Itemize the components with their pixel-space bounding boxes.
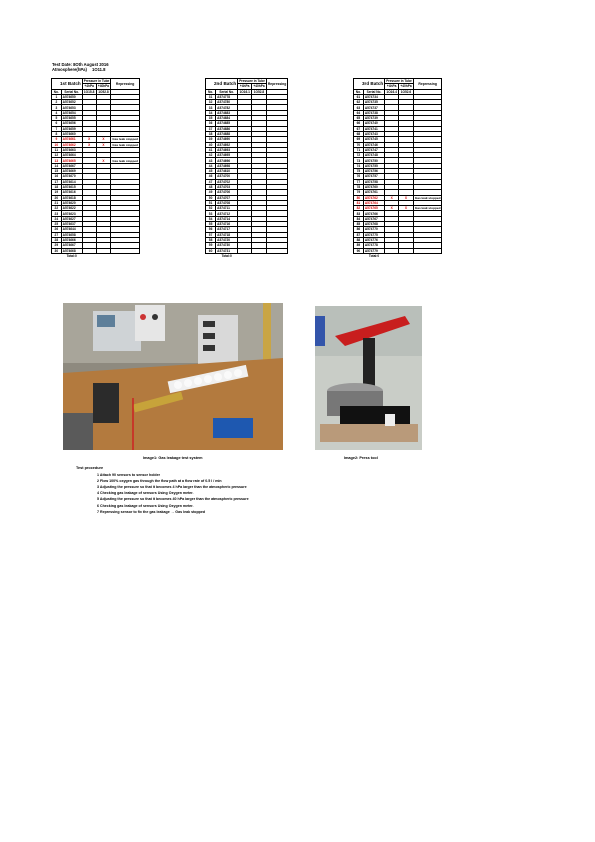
row-number: 10 (52, 142, 62, 147)
pressure-4-value: 1O15.8 (83, 89, 95, 94)
row-number: 77 (354, 179, 364, 184)
pressure-40-value: 1O52.8 (96, 89, 111, 94)
serial-number: A574667 (61, 243, 82, 248)
blank-cell (354, 253, 364, 258)
leak-mark-4hpa: X (385, 206, 399, 211)
serial-number: A574714 (216, 216, 238, 221)
serial-number: A574766 (363, 211, 384, 216)
serial-number: A574734 (363, 94, 384, 99)
leak-mark-4hpa: X (385, 195, 399, 200)
plus4-header: +4hPa (238, 84, 252, 89)
serial-number: A574756 (363, 169, 384, 174)
serial-number: A574654 (61, 110, 82, 115)
serial-number: A574706 (216, 190, 238, 195)
row-number: 20 (52, 195, 62, 200)
serial-number: A574780 (216, 100, 238, 105)
pressure-in-tube-header: Pressure in Tube (386, 79, 412, 84)
serial-number: A574712 (216, 211, 238, 216)
serial-number: A574623 (61, 211, 82, 216)
serial-number: A574620 (61, 200, 82, 205)
serial-number: A574688 (216, 131, 238, 136)
serial-number: A574748 (363, 153, 384, 158)
row-number: 79 (354, 190, 364, 195)
leak-mark-40hpa: X (96, 142, 111, 147)
row-number: 40 (206, 142, 216, 147)
serial-number: A574739 (363, 116, 384, 121)
serial-number: A574702 (216, 179, 238, 184)
serial-number: A574662 (61, 142, 82, 147)
serial-number: A574666 (61, 237, 82, 242)
row-number: 23 (52, 211, 62, 216)
serial-number: A574717 (216, 227, 238, 232)
serial-number: A574778 (216, 94, 238, 99)
serial-number: A574653 (61, 105, 82, 110)
procedure-step: 4 Checking gas leakage of sensors Using Oxygen meter. (97, 491, 194, 496)
serial-number: A574782 (216, 105, 238, 110)
serial-number: A574768 (363, 222, 384, 227)
row-number: 1 (52, 94, 62, 99)
row-number: 44 (206, 163, 216, 168)
serial-number: A574669 (61, 169, 82, 174)
serial-number: A574700 (216, 174, 238, 179)
repressing-note: Gas leak stopped (112, 137, 138, 142)
press-tool-photo (315, 306, 422, 450)
row-number: 66 (354, 121, 364, 126)
row-number: 27 (52, 232, 62, 237)
serial-number: A574767 (363, 216, 384, 221)
serial-number: A574695 (216, 153, 238, 158)
leak-mark-40hpa: X (399, 206, 414, 211)
serial-number: A574775 (363, 232, 384, 237)
serial-number: A574659 (61, 126, 82, 131)
serial-number: A574760 (363, 184, 384, 189)
serial-number: A574770 (363, 227, 384, 232)
row-number: 16 (52, 174, 62, 179)
repressing-header: Repressing (111, 79, 140, 90)
row-number: 26 (52, 227, 62, 232)
serial-number: A574616 (61, 190, 82, 195)
leak-mark-40hpa: X (399, 195, 414, 200)
leak-mark-4hpa: X (82, 142, 96, 147)
pressure-40-value: 1O52.6 (399, 89, 414, 94)
serial-number: A574667 (61, 163, 82, 168)
serial-number: A574690 (216, 137, 238, 142)
serial-number: A574698 (216, 163, 238, 168)
row-number: 86 (354, 227, 364, 232)
total-count: Total:0 (66, 253, 77, 258)
serial-number: A574778 (363, 243, 384, 248)
row-number: 8 (52, 131, 62, 136)
row-number: 31 (206, 94, 216, 99)
row-number: 12 (52, 153, 62, 158)
row-number: 35 (206, 116, 216, 121)
repressing-note: Gas leak stopped (414, 206, 441, 211)
batch-table-2 (205, 78, 288, 258)
row-number: 60 (206, 248, 216, 253)
serial-number: A574758 (363, 179, 384, 184)
row-number: 30 (52, 248, 62, 253)
row-number: 25 (52, 222, 62, 227)
serial-number: A574683 (216, 110, 238, 115)
pressure-40-value: 1O52.8 (252, 89, 267, 94)
row-number: 18 (52, 184, 62, 189)
serial-number: A574757 (363, 174, 384, 179)
serial-number: A574755 (363, 163, 384, 168)
row-number: 78 (354, 184, 364, 189)
serial-number: A574708 (216, 200, 238, 205)
serial-number: A574762 (363, 195, 384, 200)
serial-header: Serial No. (61, 89, 82, 94)
serial-number: A574692 (216, 142, 238, 147)
serial-number: A574627 (61, 216, 82, 221)
plus40-header: +40hPa (400, 84, 412, 89)
serial-number: A574663 (61, 147, 82, 152)
serial-number: A574685 (216, 121, 238, 126)
pressure-4-value: 1O16.4 (386, 89, 397, 94)
row-number: 15 (52, 169, 62, 174)
serial-number: A574765 (363, 206, 384, 211)
serial-number: A574716 (216, 222, 238, 227)
leak-mark-40hpa: X (96, 158, 111, 163)
plus4-header: +4hPa (82, 84, 96, 89)
serial-number: A574750 (363, 158, 384, 163)
row-number: 57 (206, 232, 216, 237)
press-tool-illustration (315, 306, 422, 450)
row-number: 34 (206, 110, 216, 115)
procedure-step: 1 Attach 90 sensors to sensor holder (97, 473, 160, 477)
plus40-header: +40hPa (97, 84, 110, 89)
row-number: 36 (206, 121, 216, 126)
row-number: 69 (354, 137, 364, 142)
serial-number: A574664 (61, 153, 82, 158)
pressure-4-value: 1O16.1 (239, 89, 250, 94)
repressing-note: Gas leak stopped (112, 142, 138, 147)
row-number: 89 (354, 243, 364, 248)
row-number: 52 (206, 206, 216, 211)
row-number: 32 (206, 100, 216, 105)
serial-number: A574652 (61, 100, 82, 105)
procedure-step: 7 Repressing sensor to fix the gas leakage → Gas leak stopped (97, 509, 206, 514)
serial-number: A574686 (216, 126, 238, 131)
pressure-in-tube-header: Pressure in Tube (239, 79, 265, 84)
serial-number: A574741 (363, 126, 384, 131)
row-number: 53 (206, 211, 216, 216)
row-number: 56 (206, 227, 216, 232)
serial-number: A574665 (61, 158, 82, 163)
serial-number: A574747 (363, 147, 384, 152)
repressing-header: Repressing (413, 79, 442, 90)
serial-number: A574738 (363, 110, 384, 115)
serial-number: A574610 (216, 169, 238, 174)
row-number: 76 (354, 174, 364, 179)
row-number: 38 (206, 131, 216, 136)
procedure-step: 6 Checking gas leakage of sensors Using Oxygen meter. (97, 503, 194, 508)
serial-number: A574743 (363, 131, 384, 136)
procedure-step: 2 Flow 100% oxygen gas through the flow path at a flow rate of 0.5 l / min (97, 479, 222, 484)
serial-number: A574656 (61, 121, 82, 126)
repressing-note: Gas leak stopped (414, 195, 441, 200)
row-number: 83 (354, 211, 364, 216)
row-number: 75 (354, 169, 364, 174)
row-number: 7 (52, 126, 62, 131)
row-number: 3 (52, 105, 62, 110)
procedure-title: Test procedure (76, 466, 104, 470)
row-number: 90 (354, 248, 364, 253)
serial-number: A574740 (363, 121, 384, 126)
row-number: 29 (52, 243, 62, 248)
row-number: 84 (354, 216, 364, 221)
row-number: 82 (354, 206, 364, 211)
row-number: 51 (206, 200, 216, 205)
serial-number: A574779 (363, 248, 384, 253)
serial-number: A574746 (363, 142, 384, 147)
row-number: 74 (354, 163, 364, 168)
repressing-header: Repressing (266, 79, 287, 90)
serial-number: A574658 (61, 232, 82, 237)
serial-number: A574703 (216, 184, 238, 189)
row-number: 5 (52, 116, 62, 121)
row-number: 54 (206, 216, 216, 221)
serial-number: A574696 (216, 158, 238, 163)
serial-number: A574718 (216, 232, 238, 237)
row-number: 2 (52, 100, 62, 105)
row-number: 45 (206, 169, 216, 174)
row-number: 59 (206, 243, 216, 248)
serial-number: A574745 (363, 137, 384, 142)
no-header: No. (354, 89, 364, 94)
row-number: 28 (52, 237, 62, 242)
row-number: 55 (206, 222, 216, 227)
serial-number: A574614 (61, 179, 82, 184)
serial-number: A574637 (61, 222, 82, 227)
serial-number: A574776 (363, 237, 384, 242)
total-count: Total:0 (368, 253, 380, 258)
row-number: 87 (354, 232, 364, 237)
row-number: 14 (52, 163, 62, 168)
atmosphere-label: Atmosphere(hPa) (52, 67, 87, 72)
row-number: 37 (206, 126, 216, 131)
row-number: 4 (52, 110, 62, 115)
serial-number: A574661 (61, 137, 82, 142)
serial-number: A574668 (61, 248, 82, 253)
row-number: 81 (354, 200, 364, 205)
atmosphere-line (52, 67, 106, 72)
blank-cell (52, 253, 62, 258)
serial-number: A574693 (216, 147, 238, 152)
row-number: 41 (206, 147, 216, 152)
row-number: 65 (354, 116, 364, 121)
row-number: 9 (52, 137, 62, 142)
row-number: 62 (354, 100, 364, 105)
row-number: 22 (52, 206, 62, 211)
serial-number: A574731 (216, 248, 238, 253)
row-number: 21 (52, 200, 62, 205)
test-date: Test Date: 8Oth August 2016 (52, 62, 109, 67)
serial-header: Serial No. (216, 89, 238, 94)
row-number: 80 (354, 195, 364, 200)
serial-number: A574618 (61, 195, 82, 200)
atmosphere-value: 1O11.8 (92, 67, 106, 72)
no-header: No. (52, 89, 62, 94)
row-number: 71 (354, 147, 364, 152)
row-number: 64 (354, 110, 364, 115)
no-header: No. (206, 89, 216, 94)
serial-number: A574737 (363, 105, 384, 110)
repressing-note: Gas leak stopped (112, 158, 138, 163)
leak-mark-4hpa: X (82, 137, 96, 142)
row-number: 85 (354, 222, 364, 227)
row-number: 49 (206, 190, 216, 195)
procedure-step: 5 Adjusting the pressure so that it becomes 40 hPa larger than the atmospheric pressure (97, 497, 249, 502)
row-number: 70 (354, 142, 364, 147)
plus40-header: +40hPa (253, 84, 265, 89)
serial-header: Serial No. (363, 89, 384, 94)
row-number: 13 (52, 158, 62, 163)
leak-mark-40hpa: X (96, 137, 111, 142)
serial-number: A574660 (61, 131, 82, 136)
image2-caption: Image2: Press tool (344, 456, 378, 460)
row-number: 19 (52, 190, 62, 195)
batch-label: 3rd Batch (354, 79, 385, 90)
row-number: 67 (354, 126, 364, 131)
pressure-in-tube-header: Pressure in Tube (83, 79, 110, 84)
total-count: Total:0 (221, 253, 232, 258)
row-number: 68 (354, 131, 364, 136)
row-number: 63 (354, 105, 364, 110)
row-number: 50 (206, 195, 216, 200)
serial-number: A574761 (363, 190, 384, 195)
serial-number: A574720 (216, 237, 238, 242)
row-number: 39 (206, 137, 216, 142)
serial-number: A574670 (61, 174, 82, 179)
serial-number: A574650 (61, 94, 82, 99)
serial-number: A574644 (61, 227, 82, 232)
serial-number: A574622 (61, 206, 82, 211)
serial-number: A574711 (216, 206, 238, 211)
row-number: 46 (206, 174, 216, 179)
row-number: 47 (206, 179, 216, 184)
batch-table-3 (353, 78, 442, 258)
row-number: 88 (354, 237, 364, 242)
image1-caption: Image1: Gas leakage test system (143, 456, 203, 460)
batch-table-1 (51, 78, 140, 258)
row-number: 6 (52, 121, 62, 126)
row-number: 33 (206, 105, 216, 110)
row-number: 73 (354, 158, 364, 163)
row-number: 58 (206, 237, 216, 242)
serial-number: A574735 (363, 100, 384, 105)
row-number: 72 (354, 153, 364, 158)
serial-number: A574764 (363, 200, 384, 205)
serial-number: A574707 (216, 195, 238, 200)
batch-label: 2nd Batch (206, 79, 238, 90)
plus4-header: +4hPa (385, 84, 399, 89)
row-number: 17 (52, 179, 62, 184)
row-number: 61 (354, 94, 364, 99)
gas-leakage-test-photo (63, 303, 283, 450)
batch-label: 1st Batch (52, 79, 83, 90)
blank-cell (206, 253, 216, 258)
row-number: 24 (52, 216, 62, 221)
row-number: 48 (206, 184, 216, 189)
serial-number: A574615 (61, 184, 82, 189)
serial-number: A574730 (216, 243, 238, 248)
serial-number: A574655 (61, 116, 82, 121)
test-system-illustration (63, 303, 283, 450)
row-number: 43 (206, 158, 216, 163)
serial-number: A574684 (216, 116, 238, 121)
procedure-step: 3 Adjusting the pressure so that it becomes 4 hPa larger than the atmospheric pressure (97, 485, 247, 490)
row-number: 42 (206, 153, 216, 158)
row-number: 11 (52, 147, 62, 152)
